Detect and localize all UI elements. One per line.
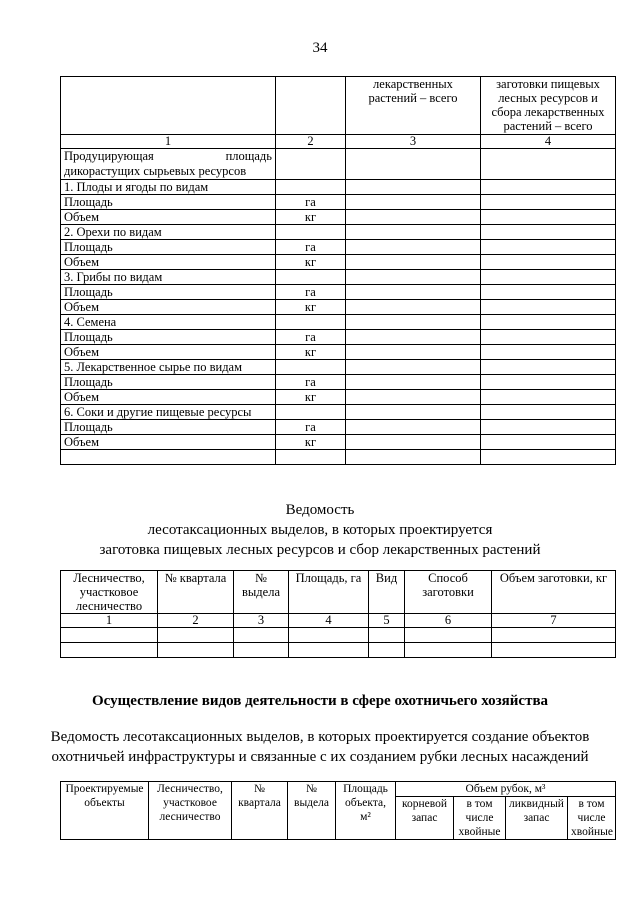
header-cell: № квартала xyxy=(232,782,288,840)
table-row xyxy=(61,420,616,435)
value-cell xyxy=(346,360,481,375)
value-cell xyxy=(481,225,616,240)
value-cell xyxy=(346,435,481,450)
column-number: 2 xyxy=(276,135,346,149)
value-cell xyxy=(481,390,616,405)
row-label xyxy=(61,450,276,465)
row-label: Объем xyxy=(61,210,276,225)
table-row xyxy=(61,210,616,225)
row-label: Объем xyxy=(61,435,276,450)
table-row xyxy=(61,375,616,390)
unit-cell: га xyxy=(276,330,346,345)
header-cell: Объем заготовки, кг xyxy=(492,571,616,614)
column-number: 1 xyxy=(61,135,276,149)
table-row xyxy=(61,450,616,465)
header-cell: Лесничество, участковое лесничество xyxy=(61,571,158,614)
column-number: 6 xyxy=(405,614,492,628)
unit-cell: кг xyxy=(276,210,346,225)
header-cell: № выдела xyxy=(234,571,289,614)
unit-cell xyxy=(276,360,346,375)
column-number: 2 xyxy=(158,614,234,628)
table-row xyxy=(61,360,616,375)
table-row xyxy=(61,345,616,360)
title-line: заготовка пищевых лесных ресурсов и сбор лекарственных растений xyxy=(99,542,541,558)
header-cell: Вид xyxy=(369,571,405,614)
unit-cell: га xyxy=(276,420,346,435)
header-cell xyxy=(61,77,276,135)
table-row xyxy=(61,255,616,270)
unit-cell xyxy=(276,315,346,330)
unit-cell xyxy=(276,405,346,420)
header-cell: Проектируемые объекты xyxy=(61,782,149,840)
table-row xyxy=(61,149,616,180)
table-row xyxy=(61,390,616,405)
table-row xyxy=(61,285,616,300)
column-number: 3 xyxy=(234,614,289,628)
value-cell xyxy=(346,195,481,210)
row-label: Площадь xyxy=(61,375,276,390)
table-body xyxy=(61,180,616,465)
column-number: 4 xyxy=(481,135,616,149)
column-numbers-row xyxy=(61,135,616,149)
table-row xyxy=(61,405,616,420)
subheader-cell: ликвидный запас xyxy=(506,797,568,840)
vedomost-title xyxy=(0,727,640,767)
title-line: Ведомость лесотаксационных выделов, в которых проектируется создание объектов xyxy=(50,729,590,745)
unit-cell: кг xyxy=(276,435,346,450)
unit-cell: кг xyxy=(276,345,346,360)
row-label: 3. Грибы по видам xyxy=(61,270,276,285)
value-cell xyxy=(346,255,481,270)
table-row xyxy=(61,195,616,210)
value-cell xyxy=(481,180,616,195)
header-cell xyxy=(276,77,346,135)
row-label: Объем xyxy=(61,390,276,405)
column-number: 3 xyxy=(346,135,481,149)
header-cell: заготовки пищевых лесных ресурсов и сбора лекарственных растений – всего xyxy=(481,77,616,135)
value-cell xyxy=(346,225,481,240)
subheader-cell: в том числе хвойные xyxy=(568,797,616,840)
unit-cell: кг xyxy=(276,255,346,270)
value-cell xyxy=(481,435,616,450)
header-cell: Способ заготовки xyxy=(405,571,492,614)
unit-cell xyxy=(276,149,346,180)
table-row xyxy=(61,435,616,450)
value-cell xyxy=(346,180,481,195)
value-cell xyxy=(481,345,616,360)
column-number: 5 xyxy=(369,614,405,628)
value-cell xyxy=(346,450,481,465)
row-label: Объем xyxy=(61,345,276,360)
value-cell xyxy=(481,255,616,270)
value-cell xyxy=(346,405,481,420)
hunting-infrastructure-table xyxy=(60,781,616,840)
header-cell: Площадь объекта, м² xyxy=(336,782,396,840)
column-number: 7 xyxy=(492,614,616,628)
value-cell xyxy=(481,210,616,225)
unit-cell: га xyxy=(276,375,346,390)
row-label: Площадь xyxy=(61,285,276,300)
unit-cell: га xyxy=(276,195,346,210)
value-cell xyxy=(481,300,616,315)
value-cell xyxy=(481,420,616,435)
value-cell xyxy=(346,149,481,180)
value-cell xyxy=(481,330,616,345)
value-cell xyxy=(481,450,616,465)
header-cell: Объем рубок, м³ xyxy=(396,782,616,797)
header-cell: Площадь, га xyxy=(289,571,369,614)
row-label xyxy=(61,149,276,180)
value-cell xyxy=(346,420,481,435)
table-row xyxy=(61,180,616,195)
header-cell: Лесничество, участковое лесничество xyxy=(149,782,232,840)
value-cell xyxy=(346,315,481,330)
value-cell xyxy=(481,240,616,255)
unit-cell xyxy=(276,225,346,240)
table-row xyxy=(61,628,616,643)
unit-cell xyxy=(276,270,346,285)
header-cell: № квартала xyxy=(158,571,234,614)
value-cell xyxy=(346,330,481,345)
column-numbers-row xyxy=(61,614,616,628)
value-cell xyxy=(481,375,616,390)
unit-cell: кг xyxy=(276,300,346,315)
row-label: Площадь xyxy=(61,330,276,345)
unit-cell: кг xyxy=(276,390,346,405)
table-header-row xyxy=(61,782,616,797)
row-label: Площадь xyxy=(61,240,276,255)
row-label: 5. Лекарственное сырье по видам xyxy=(61,360,276,375)
header-cell: № выдела xyxy=(288,782,336,840)
value-cell xyxy=(481,195,616,210)
subheader-cell: корневой запас xyxy=(396,797,454,840)
value-cell xyxy=(346,240,481,255)
value-cell xyxy=(481,360,616,375)
value-cell xyxy=(346,270,481,285)
row-label-part: площадь xyxy=(225,149,272,163)
title-line: охотничьей инфраструктуры и связанные с их созданием рубки лесных насаждений xyxy=(51,749,589,765)
subheader-cell: в том числе хвойные xyxy=(454,797,506,840)
row-label: 1. Плоды и ягоды по видам xyxy=(61,180,276,195)
section-title: Осуществление видов деятельности в сфере охотничьего хозяйства xyxy=(91,693,549,709)
row-label-part: дикорастущих сырьевых ресурсов xyxy=(64,164,247,178)
table-row xyxy=(61,330,616,345)
vedomost-title xyxy=(0,500,640,560)
table-row xyxy=(61,270,616,285)
table-row xyxy=(61,240,616,255)
value-cell xyxy=(481,149,616,180)
title-line: лесотаксационных выделов, в которых проектируется xyxy=(147,522,493,538)
title-line: Ведомость xyxy=(285,502,355,518)
table-row xyxy=(61,225,616,240)
table-row xyxy=(61,315,616,330)
page-number: 34 xyxy=(312,40,328,56)
row-label: Объем xyxy=(61,300,276,315)
row-label: Объем xyxy=(61,255,276,270)
value-cell xyxy=(346,300,481,315)
header-cell: лекарственных растений – всего xyxy=(346,77,481,135)
unit-cell xyxy=(276,450,346,465)
table-header-row xyxy=(61,77,616,135)
row-label: 6. Соки и другие пищевые ресурсы xyxy=(61,405,276,420)
harvest-plots-table xyxy=(60,570,616,658)
row-label: Площадь xyxy=(61,420,276,435)
unit-cell: га xyxy=(276,285,346,300)
value-cell xyxy=(346,210,481,225)
unit-cell: га xyxy=(276,240,346,255)
table-row xyxy=(61,643,616,658)
row-label: Площадь xyxy=(61,195,276,210)
value-cell xyxy=(481,405,616,420)
table-row xyxy=(61,300,616,315)
column-number: 1 xyxy=(61,614,158,628)
unit-cell xyxy=(276,180,346,195)
row-label: 2. Орехи по видам xyxy=(61,225,276,240)
value-cell xyxy=(346,345,481,360)
row-label: 4. Семена xyxy=(61,315,276,330)
resources-table xyxy=(60,76,616,465)
value-cell xyxy=(481,315,616,330)
value-cell xyxy=(346,375,481,390)
value-cell xyxy=(481,285,616,300)
column-number: 4 xyxy=(289,614,369,628)
row-label-part: Продуцирующая xyxy=(64,149,154,163)
value-cell xyxy=(346,390,481,405)
value-cell xyxy=(481,270,616,285)
value-cell xyxy=(346,285,481,300)
table-header-row xyxy=(61,571,616,614)
